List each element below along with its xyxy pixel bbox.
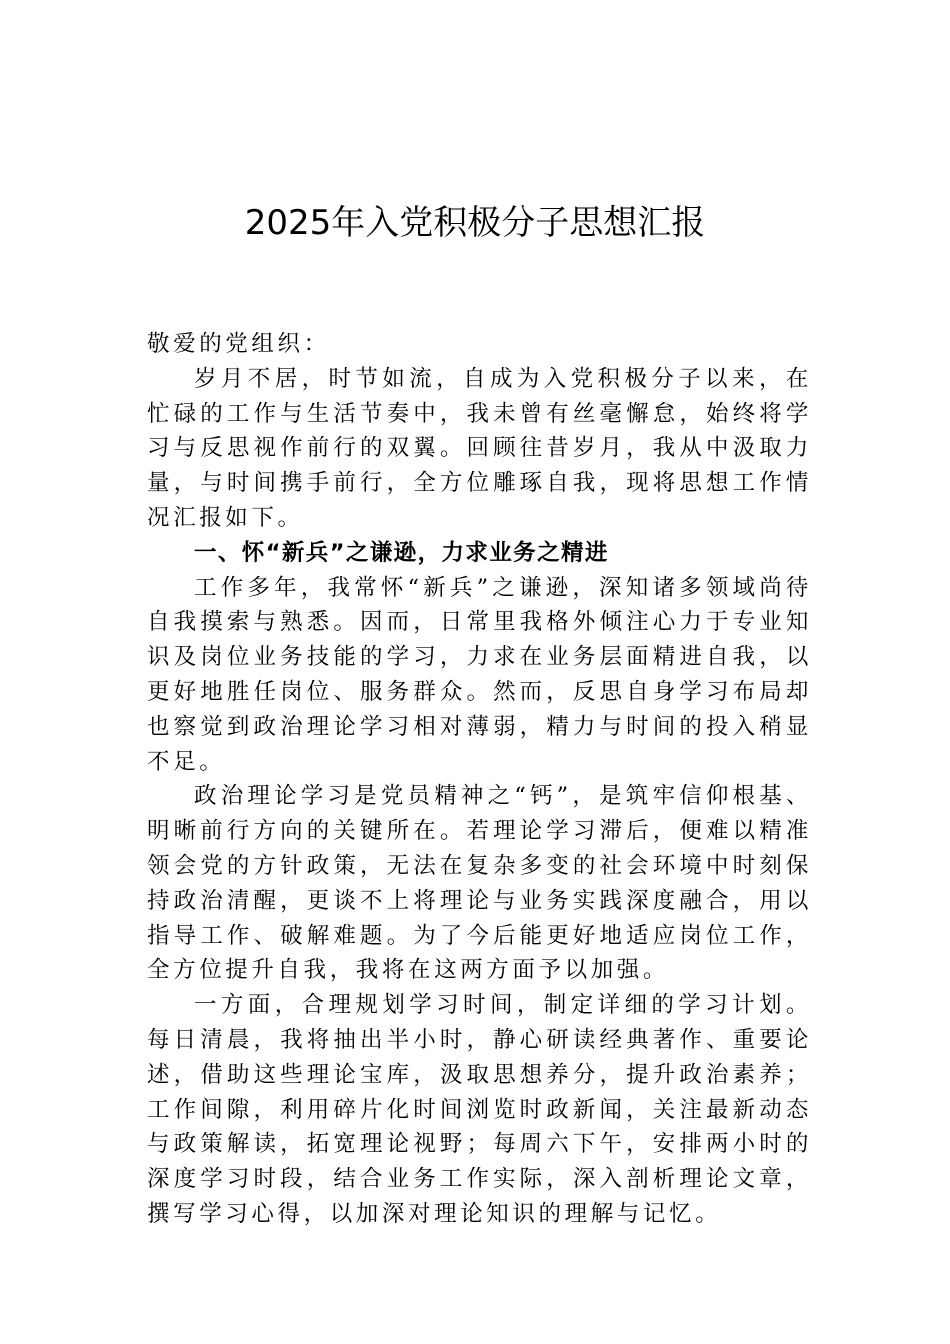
paragraph-study-plan: 一方面，合理规划学习时间，制定详细的学习计划。每日清晨，我将抽出半小时，静心研读经典著作、重要论述，借助这些理论宝库，汲取思想养分，提升政治素养；工作间隙，利用碎片化时间浏览时政新闻，关注最新动态与政策解读，拓宽理论视野；每周六下午，安排两小时的深度学习时段，结合业务工作实际，深入剖析理论文章，撰写学习心得，以加深对理论知识的理解与记忆。 — [147, 992, 812, 1227]
paragraph-intro: 岁月不居，时节如流，自成为入党积极分子以来，在忙碌的工作与生活节奏中，我未曾有丝毫懈怠，始终将学习与反思视作前行的双翼。回顾往昔岁月，我从中汲取力量，与时间携手前行，全方位雕琢自我，现将思想工作情况汇报如下。 — [147, 365, 812, 531]
paragraph-political-theory: 政治理论学习是党员精神之“钙”，是筑牢信仰根基、明晰前行方向的关键所在。若理论学习滞后，便难以精准领会党的方针政策，无法在复杂多变的社会环境中时刻保持政治清醒，更谈不上将理论与业务实践深度融合，用以指导工作、破解难题。为了今后能更好地适应岗位工作，全方位提升自我，我将在这两方面予以加强。 — [147, 783, 812, 984]
document-body — [147, 327, 812, 1232]
document-title: 2025年入党积极分子思想汇报 — [244, 203, 706, 243]
paragraph-work-study: 工作多年，我常怀“新兵”之谦逊，深知诸多领域尚待自我摸索与熟悉。因而，日常里我格外倾注心力于专业知识及岗位业务技能的学习，力求在业务层面精进自我，以更好地胜任岗位、服务群众。然而，反思自身学习布局却也察觉到政治理论学习相对薄弱，精力与时间的投入稍显不足。 — [147, 574, 812, 775]
salutation: 敬爱的党组织： — [147, 331, 330, 357]
section-heading-1: 一、怀“新兵”之谦逊，力求业务之精进 — [194, 539, 609, 566]
